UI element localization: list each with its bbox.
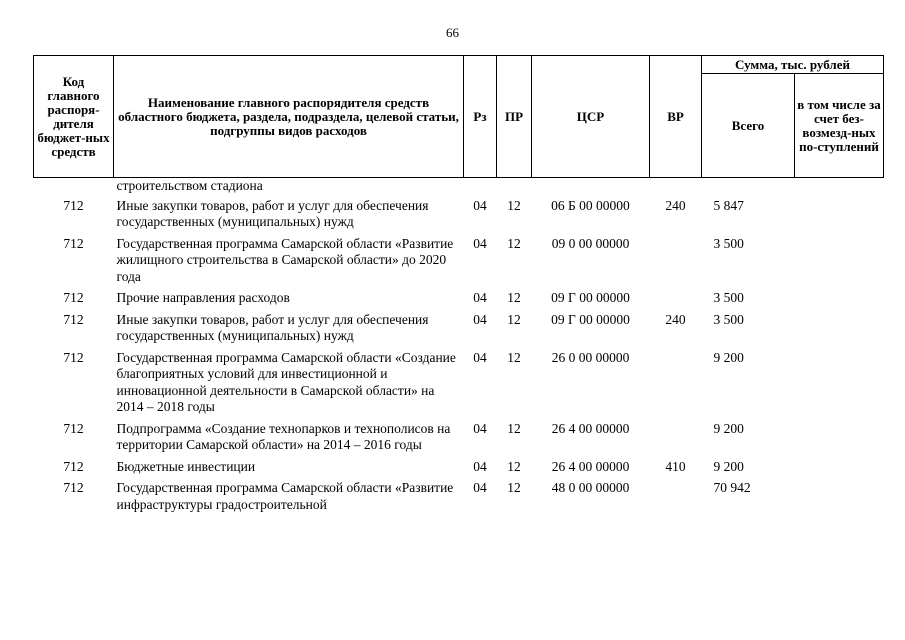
row-name: Государственная программа Самарской области «Создание благоприятных условий для инвестиционной и инновационной деятельности в Самарской области» на 2014 – 2018 годы: [116, 349, 456, 414]
row-vr: 410: [665, 458, 686, 474]
row-rz: 04: [473, 420, 487, 436]
row-rz: 04: [473, 480, 487, 495]
row-code: 712: [63, 458, 84, 474]
row-incl: [795, 287, 884, 309]
row-code: 712: [63, 420, 84, 436]
row-rz: 04: [473, 290, 487, 305]
row-name: Иные закупки товаров, работ и услуг для обеспечения государственных (муниципальных) нужд: [116, 197, 429, 229]
header-incl: в том числе за счет без-возмезд-ных по-ступлений: [795, 74, 884, 178]
row-incl: [795, 347, 884, 418]
row-csr: 09 Г 00 00000: [551, 311, 630, 327]
row-code: 712: [63, 235, 84, 251]
row-vr: [650, 287, 702, 309]
row-rz: 04: [473, 235, 487, 251]
budget-table: [33, 55, 884, 515]
row-rz: 04: [473, 311, 487, 327]
row-csr: 06 Б 00 00000: [551, 197, 630, 213]
row-name: Подпрограмма «Создание технопарков и технополисов на территории Самарской области» на 2014 – 2016 годы: [116, 420, 451, 452]
row-incl: [795, 456, 884, 478]
row-csr: 26 4 00 00000: [551, 420, 630, 436]
row-incl: [795, 195, 884, 233]
row-pr: 12: [507, 235, 521, 251]
table-row: [34, 309, 884, 347]
row-pr: 12: [507, 290, 521, 305]
row-total: 9 200: [713, 458, 744, 474]
row-incl: [795, 309, 884, 347]
row-incl: [795, 418, 884, 456]
table-row: [34, 477, 884, 515]
header-code: Код главного распоря-дителя бюджет-ных средств: [34, 56, 114, 178]
table-row: [34, 233, 884, 288]
row-csr: 09 Г 00 00000: [551, 290, 630, 305]
table-row: [34, 195, 884, 233]
row-total: 5 847: [713, 197, 744, 213]
row-csr: 26 4 00 00000: [551, 458, 630, 474]
row-pr: 12: [507, 480, 521, 495]
row-name: Государственная программа Самарской области «Развитие инфраструктуры градостроительной: [116, 480, 454, 512]
row-total: 9 200: [713, 420, 744, 436]
continuation-text: строительством стадиона: [116, 178, 263, 193]
header-vr: ВР: [650, 56, 702, 178]
row-csr: 48 0 00 00000: [551, 480, 630, 495]
header-csr: ЦСР: [532, 56, 650, 178]
row-total: 3 500: [713, 311, 744, 327]
row-code: 712: [63, 349, 84, 365]
row-name: Государственная программа Самарской области «Развитие жилищного строительства в Самарской области» до 2020 года: [116, 235, 454, 284]
row-pr: 12: [507, 349, 521, 365]
row-code: 712: [63, 197, 84, 213]
table-row: [34, 418, 884, 456]
table-row: [34, 456, 884, 478]
row-vr: 240: [665, 311, 686, 327]
row-pr: 12: [507, 420, 521, 436]
row-code: 712: [63, 480, 84, 495]
header-sum: Сумма, тыс. рублей: [702, 56, 884, 74]
row-vr: 240: [665, 197, 686, 213]
row-pr: 12: [507, 197, 521, 213]
table-header: [34, 56, 884, 178]
row-incl: [795, 233, 884, 288]
row-vr: [650, 233, 702, 288]
row-name: Бюджетные инвестиции: [116, 458, 256, 474]
row-rz: 04: [473, 349, 487, 365]
row-vr: [650, 477, 702, 515]
row-total: 9 200: [713, 349, 744, 365]
row-code: 712: [63, 290, 84, 305]
header-pr: ПР: [497, 56, 532, 178]
row-csr: 09 0 00 00000: [551, 235, 630, 251]
page-number: 66: [446, 25, 459, 40]
row-name: Иные закупки товаров, работ и услуг для обеспечения государственных (муниципальных) нужд: [116, 311, 429, 343]
row-rz: 04: [473, 458, 487, 474]
table-body: [34, 178, 884, 516]
row-vr: [650, 347, 702, 418]
row-total: 70 942: [713, 480, 751, 495]
row-total: 3 500: [713, 290, 744, 305]
header-rz: Рз: [464, 56, 497, 178]
header-total: Всего: [702, 74, 795, 178]
row-name: Прочие направления расходов: [116, 290, 290, 305]
row-total: 3 500: [713, 235, 744, 251]
row-incl: [795, 477, 884, 515]
row-code: 712: [63, 311, 84, 327]
row-vr: [650, 418, 702, 456]
row-rz: 04: [473, 197, 487, 213]
table-row: [34, 347, 884, 418]
header-name: Наименование главного распорядителя средств областного бюджета, раздела, подраздела, целевой статьи, подгруппы видов расходов: [114, 56, 464, 178]
row-csr: 26 0 00 00000: [551, 349, 630, 365]
table-row: [34, 287, 884, 309]
row-pr: 12: [507, 311, 521, 327]
row-pr: 12: [507, 458, 521, 474]
